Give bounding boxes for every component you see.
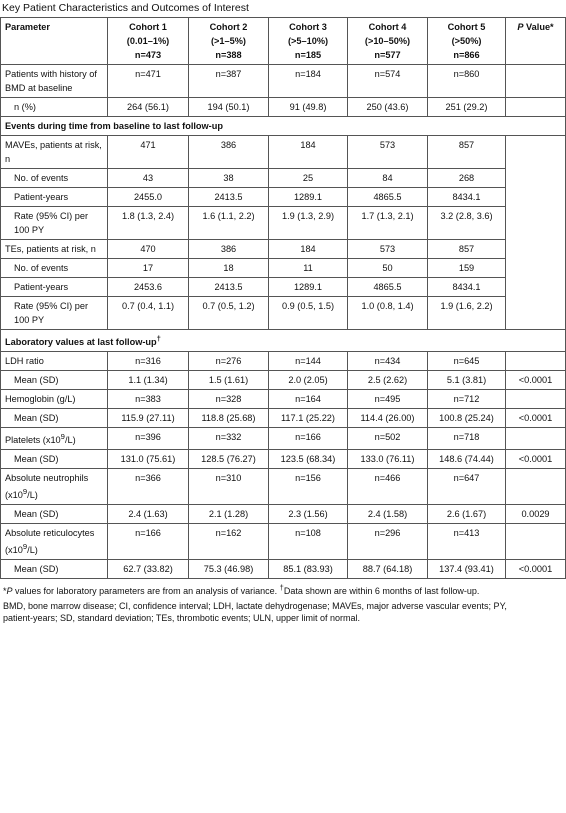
table-cell: n=645 — [428, 352, 506, 371]
table-cell: 251 (29.2) — [428, 98, 506, 117]
table-row — [1, 98, 566, 117]
table-cell: 386 — [189, 136, 269, 169]
table-cell: 2413.5 — [189, 188, 269, 207]
p-value-cell — [506, 136, 566, 330]
table-cell: 1.9 (1.6, 2.2) — [428, 297, 506, 330]
table-cell: 4865.5 — [348, 278, 428, 297]
table-cell: n=502 — [348, 428, 428, 450]
section-header-events — [1, 117, 566, 136]
table-cell: n=108 — [269, 524, 348, 560]
row-label: Rate (95% CI) per 100 PY — [1, 207, 108, 240]
table-cell: 148.6 (74.44) — [428, 450, 506, 469]
section-header-lab — [1, 330, 566, 352]
table-cell: 85.1 (83.93) — [269, 560, 348, 579]
row-label: Hemoglobin (g/L) — [1, 390, 108, 409]
table-cell: n=387 — [189, 65, 269, 98]
p-value-cell — [506, 428, 566, 450]
p-value-cell: <0.0001 — [506, 409, 566, 428]
table-cell: 2453.6 — [108, 278, 189, 297]
table-cell: 115.9 (27.11) — [108, 409, 189, 428]
table-cell: n=184 — [269, 65, 348, 98]
table-cell: 11 — [269, 259, 348, 278]
table-cell: 88.7 (64.18) — [348, 560, 428, 579]
section-title: Events during time from baseline to last follow-up — [1, 117, 566, 136]
table-cell: 62.7 (33.82) — [108, 560, 189, 579]
table-cell: n=383 — [108, 390, 189, 409]
table-cell: n=466 — [348, 469, 428, 505]
table-cell: n=860 — [428, 65, 506, 98]
table-cell: 386 — [189, 240, 269, 259]
table-cell: 250 (43.6) — [348, 98, 428, 117]
table-cell: n=162 — [189, 524, 269, 560]
table-cell: 2.1 (1.28) — [189, 505, 269, 524]
header-cohort-1: Cohort 1 (0.01–1%) n=473 — [108, 18, 189, 65]
table-cell: n=296 — [348, 524, 428, 560]
table-cell: n=647 — [428, 469, 506, 505]
table-row — [1, 240, 566, 259]
table-cell: 857 — [428, 136, 506, 169]
p-value-cell: <0.0001 — [506, 371, 566, 390]
table-cell: 128.5 (76.27) — [189, 450, 269, 469]
table-cell: n=156 — [269, 469, 348, 505]
table-row — [1, 352, 566, 371]
footnote-abbreviations: BMD, bone marrow disease; CI, confidence interval; LDH, lactate dehydrogenase; MAVEs, major adverse vascular events; PY, patient-years; SD, standard deviation; TEs, thrombotic events; ULN, upper limit of normal. — [3, 601, 507, 624]
table-cell: 1.6 (1.1, 2.2) — [189, 207, 269, 240]
row-label: n (%) — [1, 98, 108, 117]
table-cell: 118.8 (25.68) — [189, 409, 269, 428]
row-label: TEs, patients at risk, n — [1, 240, 108, 259]
table-cell: 1289.1 — [269, 278, 348, 297]
table-row — [1, 450, 566, 469]
table-cell: 0.7 (0.4, 1.1) — [108, 297, 189, 330]
section-title: Laboratory values at last follow-up† — [1, 330, 566, 352]
table-cell: 3.2 (2.8, 3.6) — [428, 207, 506, 240]
table-cell: n=166 — [108, 524, 189, 560]
footnote-pvalue: *P values for laboratory parameters are from an analysis of variance. †Data shown are within 6 months of last follow-up. — [3, 583, 480, 597]
table-cell: 123.5 (68.34) — [269, 450, 348, 469]
table-row — [1, 390, 566, 409]
table-cell: 268 — [428, 169, 506, 188]
table-cell: 2.4 (1.63) — [108, 505, 189, 524]
table-row — [1, 371, 566, 390]
row-label: No. of events — [1, 169, 108, 188]
table-row — [1, 65, 566, 98]
table-cell: n=712 — [428, 390, 506, 409]
table-footnotes — [0, 579, 520, 624]
table-cell: 857 — [428, 240, 506, 259]
table-cell: 573 — [348, 240, 428, 259]
table-row — [1, 409, 566, 428]
table-row — [1, 188, 566, 207]
table-cell: 100.8 (25.24) — [428, 409, 506, 428]
table-cell: 2.3 (1.56) — [269, 505, 348, 524]
table-cell: 4865.5 — [348, 188, 428, 207]
table-caption: Key Patient Characteristics and Outcomes of Interest — [2, 2, 249, 14]
table-cell: 0.9 (0.5, 1.5) — [269, 297, 348, 330]
table-row — [1, 560, 566, 579]
table-cell: 131.0 (75.61) — [108, 450, 189, 469]
dagger-marker: † — [156, 334, 161, 343]
table-cell: n=276 — [189, 352, 269, 371]
table-cell: n=144 — [269, 352, 348, 371]
table-cell: 1.5 (1.61) — [189, 371, 269, 390]
table-cell: n=164 — [269, 390, 348, 409]
table-cell: n=434 — [348, 352, 428, 371]
table-cell: 2.6 (1.67) — [428, 505, 506, 524]
p-value-cell: <0.0001 — [506, 450, 566, 469]
row-label: Mean (SD) — [1, 560, 108, 579]
row-label: Platelets $(x10^9/L)$ — [1, 428, 108, 450]
table-cell: n=471 — [108, 65, 189, 98]
table-cell: 2.0 (2.05) — [269, 371, 348, 390]
row-label: Rate (95% CI) per 100 PY — [1, 297, 108, 330]
table-cell: 471 — [108, 136, 189, 169]
table-cell: 137.4 (93.41) — [428, 560, 506, 579]
table-cell: 1.0 (0.8, 1.4) — [348, 297, 428, 330]
table-row — [1, 169, 566, 188]
table-cell: n=310 — [189, 469, 269, 505]
table-row — [1, 524, 566, 560]
row-label: LDH ratio — [1, 352, 108, 371]
p-value-cell — [506, 98, 566, 117]
table-cell: 470 — [108, 240, 189, 259]
row-label: Mean (SD) — [1, 505, 108, 524]
header-cohort-4: Cohort 4 (>10–50%) n=577 — [348, 18, 428, 65]
p-value-cell: <0.0001 — [506, 560, 566, 579]
row-label: Mean (SD) — [1, 450, 108, 469]
table-cell: n=332 — [189, 428, 269, 450]
p-value-cell — [506, 65, 566, 98]
p-value-cell — [506, 524, 566, 560]
table-cell: 2.4 (1.58) — [348, 505, 428, 524]
table-cell: 8434.1 — [428, 278, 506, 297]
table-cell: 0.7 (0.5, 1.2) — [189, 297, 269, 330]
header-row — [1, 18, 566, 65]
table-row — [1, 428, 566, 450]
table-cell: 133.0 (76.11) — [348, 450, 428, 469]
table-cell: 43 — [108, 169, 189, 188]
table-row — [1, 278, 566, 297]
table-cell: n=574 — [348, 65, 428, 98]
row-label: Patient-years — [1, 188, 108, 207]
table-row — [1, 469, 566, 505]
table-cell: 573 — [348, 136, 428, 169]
row-label: No. of events — [1, 259, 108, 278]
table-cell: n=413 — [428, 524, 506, 560]
table-row — [1, 136, 566, 169]
table-cell: 194 (50.1) — [189, 98, 269, 117]
table-cell: 184 — [269, 240, 348, 259]
table-cell: 117.1 (25.22) — [269, 409, 348, 428]
table-cell: 1.1 (1.34) — [108, 371, 189, 390]
table-cell: 84 — [348, 169, 428, 188]
table-cell: n=396 — [108, 428, 189, 450]
table-cell: n=328 — [189, 390, 269, 409]
p-value-cell: 0.0029 — [506, 505, 566, 524]
table-cell: 2.5 (2.62) — [348, 371, 428, 390]
header-cohort-2: Cohort 2 (>1–5%) n=388 — [189, 18, 269, 65]
table-cell: 8434.1 — [428, 188, 506, 207]
row-label: Mean (SD) — [1, 409, 108, 428]
table-cell: 1289.1 — [269, 188, 348, 207]
table-row — [1, 505, 566, 524]
table-cell: n=316 — [108, 352, 189, 371]
row-label: Absolute neutrophils $(x10^9/L)$ — [1, 469, 108, 505]
header-parameter: Parameter — [1, 18, 108, 65]
header-cohort-5: Cohort 5 (>50%) n=866 — [428, 18, 506, 65]
p-value-cell — [506, 352, 566, 371]
table-cell: 5.1 (3.81) — [428, 371, 506, 390]
table-cell: 25 — [269, 169, 348, 188]
p-value-cell — [506, 390, 566, 409]
table-cell: n=718 — [428, 428, 506, 450]
table-row — [1, 259, 566, 278]
row-label: MAVEs, patients at risk, n — [1, 136, 108, 169]
table-cell: n=495 — [348, 390, 428, 409]
table-cell: 38 — [189, 169, 269, 188]
table-cell: 159 — [428, 259, 506, 278]
row-label: Patient-years — [1, 278, 108, 297]
table-cell: 17 — [108, 259, 189, 278]
table-cell: 50 — [348, 259, 428, 278]
table-cell: 114.4 (26.00) — [348, 409, 428, 428]
row-label: Patients with history of BMD at baseline — [1, 65, 108, 98]
header-cohort-3: Cohort 3 (>5–10%) n=185 — [269, 18, 348, 65]
table-cell: 75.3 (46.98) — [189, 560, 269, 579]
table-cell: 18 — [189, 259, 269, 278]
table-cell: 91 (49.8) — [269, 98, 348, 117]
table-cell: 264 (56.1) — [108, 98, 189, 117]
table-cell: 1.7 (1.3, 2.1) — [348, 207, 428, 240]
table-row — [1, 207, 566, 240]
table-cell: n=366 — [108, 469, 189, 505]
outcomes-table — [0, 17, 566, 579]
table-cell: 2455.0 — [108, 188, 189, 207]
p-value-cell — [506, 469, 566, 505]
table-cell: 1.8 (1.3, 2.4) — [108, 207, 189, 240]
row-label: Absolute reticulocytes $(x10^9/L)$ — [1, 524, 108, 560]
table-cell: 2413.5 — [189, 278, 269, 297]
table-row — [1, 297, 566, 330]
row-label: Mean (SD) — [1, 371, 108, 390]
table-cell: n=166 — [269, 428, 348, 450]
table-cell: 1.9 (1.3, 2.9) — [269, 207, 348, 240]
table-cell: 184 — [269, 136, 348, 169]
header-p-value: P Value* — [506, 18, 566, 65]
